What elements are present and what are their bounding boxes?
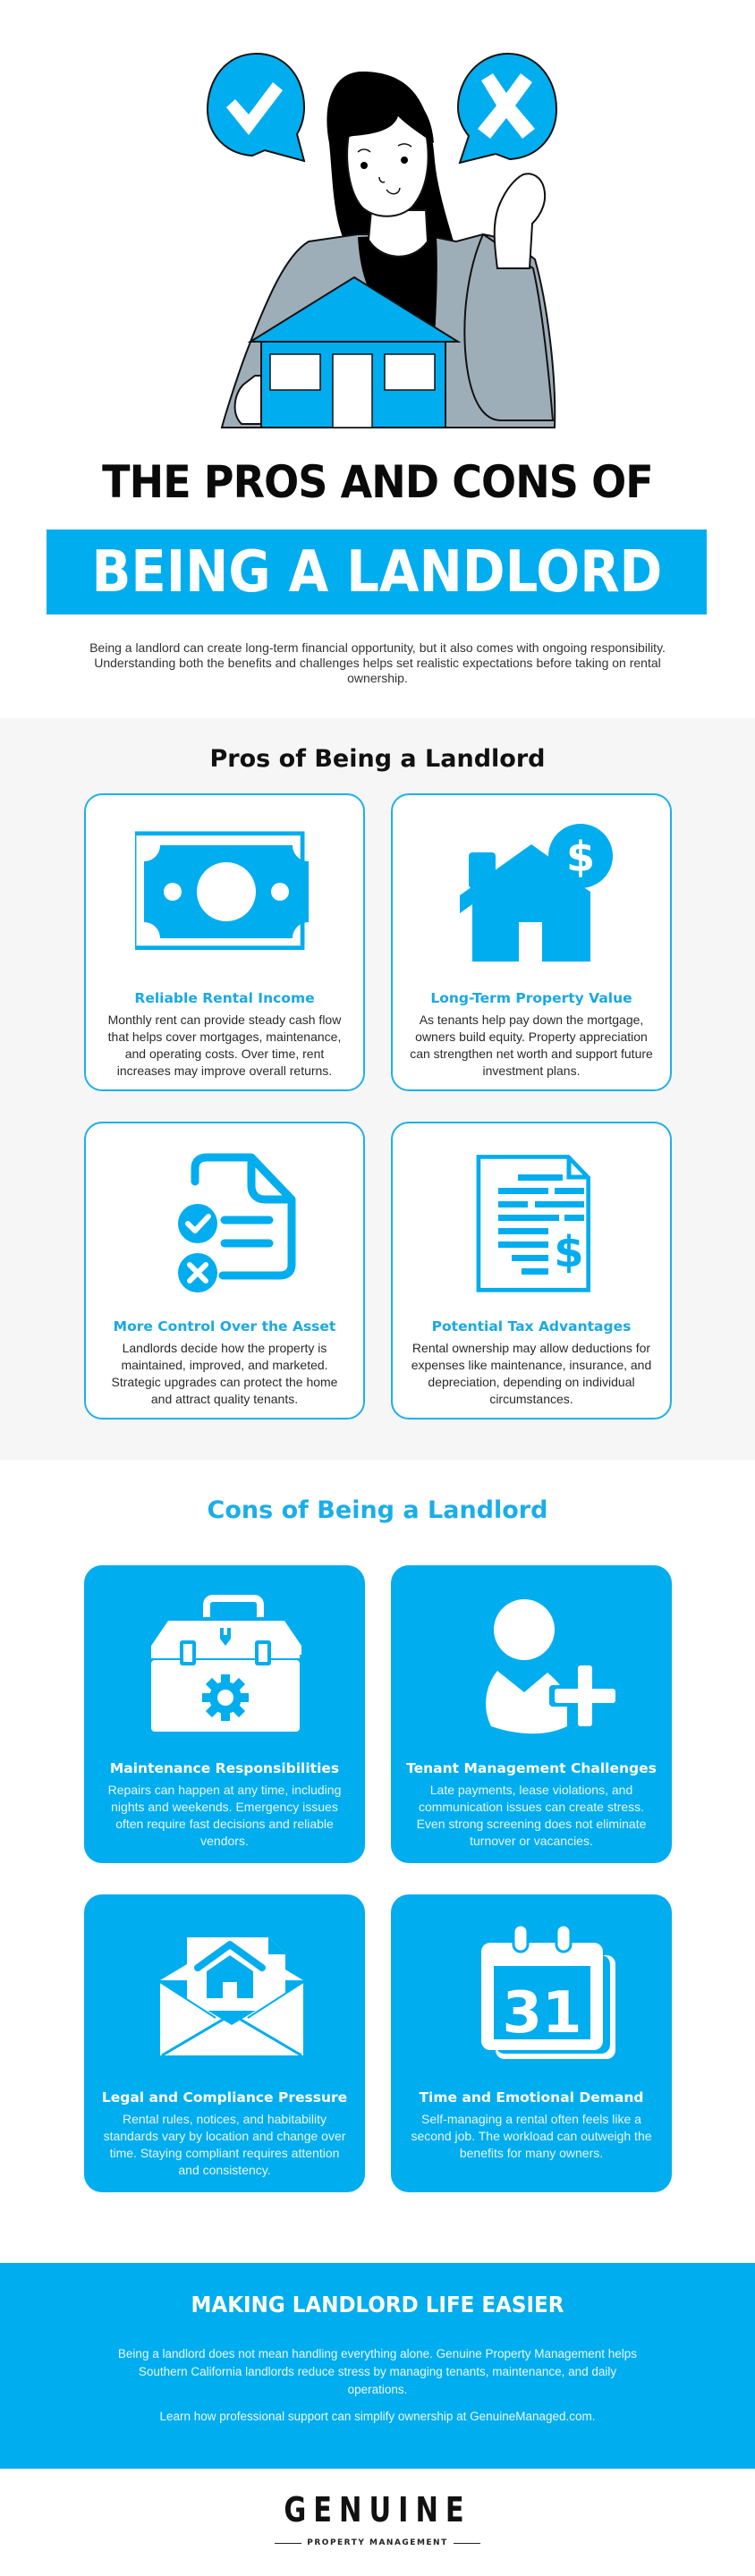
con-card-tenant-management bbox=[391, 1565, 672, 1863]
card-title: Reliable Rental Income bbox=[134, 990, 315, 1006]
logo-subtitle bbox=[0, 2538, 755, 2547]
card-title: Tenant Management Challenges bbox=[406, 1760, 657, 1776]
user-plus-icon bbox=[442, 1592, 621, 1735]
hero-illustration bbox=[0, 0, 755, 429]
calendar-icon bbox=[442, 1921, 621, 2064]
con-card-maintenance bbox=[84, 1565, 365, 1863]
cta-title: MAKING LANDLORD LIFE EASIER bbox=[191, 2292, 564, 2318]
cons-heading: Cons of Being a Landlord bbox=[207, 1496, 548, 1524]
logo-rule-right bbox=[454, 2543, 480, 2544]
house-dollar-icon bbox=[442, 822, 621, 965]
company-logo bbox=[0, 2487, 755, 2567]
cta-website-link[interactable]: Learn how professional support can simplify ownership at GenuineManaged.com. bbox=[159, 2410, 596, 2423]
checklist-document-icon bbox=[135, 1150, 314, 1293]
title-banner bbox=[47, 530, 707, 614]
con-card-time bbox=[391, 1894, 672, 2192]
money-bill-icon bbox=[135, 822, 314, 965]
pros-section bbox=[0, 718, 755, 1460]
con-card-legal bbox=[84, 1894, 365, 2192]
tax-document-icon bbox=[442, 1150, 621, 1293]
card-body: As tenants help pay down the mortgage, owners build equity. Property appreciation can strengthen net worth and support future investment plans. bbox=[410, 1013, 653, 1078]
card-title: Potential Tax Advantages bbox=[431, 1318, 632, 1335]
card-body: Late payments, lease violations, and communication issues can create stress. Even strong screening does not eliminate turnover or vacancies. bbox=[416, 1783, 647, 1848]
card-title: Long-Term Property Value bbox=[430, 990, 632, 1006]
card-body: Self-managing a rental often feels like a second job. The workload can outweigh the benefits for many owners. bbox=[411, 2112, 652, 2160]
intro-paragraph: Being a landlord can create long-term financial opportunity, but it also comes with ongoing responsibility. Understanding both the benefits and challenges helps set realistic expectations before taking on rental ownership. bbox=[89, 640, 666, 685]
card-title: Time and Emotional Demand bbox=[419, 2089, 644, 2106]
check-bubble-icon bbox=[208, 54, 304, 161]
card-body: Landlords decide how the property is maintained, improved, and marketed. Strategic upgrades can protect the home and attract quality tenants. bbox=[111, 1341, 338, 1406]
svg-text:$: $ bbox=[565, 833, 596, 881]
toolbox-icon bbox=[135, 1592, 314, 1735]
logo-subtitle-text: PROPERTY MANAGEMENT bbox=[307, 2538, 448, 2547]
svg-text:$: $ bbox=[554, 1227, 584, 1277]
svg-text:31: 31 bbox=[502, 1980, 582, 2046]
envelope-house-icon bbox=[135, 1921, 314, 2064]
page-title-line-2: BEING A LANDLORD bbox=[91, 538, 662, 606]
card-title: More Control Over the Asset bbox=[113, 1318, 336, 1335]
card-title: Legal and Compliance Pressure bbox=[101, 2089, 348, 2106]
card-body: Repairs can happen at any time, including nights and weekends. Emergency issues often require fast decisions and reliable vendors. bbox=[107, 1783, 342, 1848]
card-body: Monthly rent can provide steady cash flow that helps cover mortgages, maintenance, and operating costs. Over time, rent increases may improve overall returns. bbox=[107, 1013, 342, 1078]
card-body: Rental rules, notices, and habitability standards vary by location and change over time. Staying compliant requires attention and consistency. bbox=[103, 2112, 346, 2177]
logo-wordmark: GENUINE bbox=[284, 2490, 471, 2529]
card-body: Rental ownership may allow deductions for expenses like maintenance, insurance, and depreciation, depending on individual circumstances. bbox=[411, 1341, 652, 1406]
pros-heading: Pros of Being a Landlord bbox=[209, 745, 546, 773]
pro-card-control bbox=[84, 1122, 365, 1419]
cta-section bbox=[0, 2263, 755, 2469]
logo-rule-left bbox=[275, 2543, 301, 2544]
card-title: Maintenance Responsibilities bbox=[109, 1760, 340, 1776]
pro-card-tax bbox=[391, 1122, 672, 1419]
cta-body: Being a landlord does not mean handling everything alone. Genuine Property Management helps Southern California landlords reduce stress by managing tenants, maintenance, and daily operations. bbox=[117, 2347, 638, 2396]
x-bubble-icon bbox=[458, 54, 556, 163]
pro-card-property-value bbox=[391, 793, 672, 1091]
woman-with-house-illustration bbox=[0, 0, 755, 429]
page-title-line-1: THE PROS AND CONS OF bbox=[102, 456, 653, 508]
pro-card-rental-income bbox=[84, 793, 365, 1091]
